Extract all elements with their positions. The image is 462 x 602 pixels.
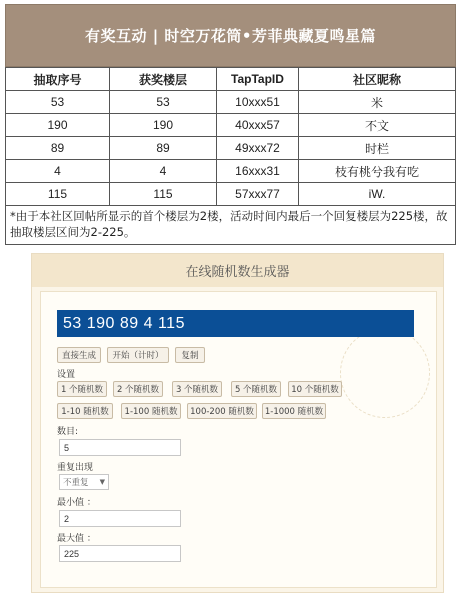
table-cell: 米	[299, 91, 456, 114]
generate-button[interactable]: 直接生成	[57, 347, 101, 363]
copy-button[interactable]: 复制	[175, 347, 205, 363]
table-cell: 49xxx72	[217, 137, 299, 160]
table-cell: 4	[110, 160, 217, 183]
table-cell: 115	[110, 183, 217, 206]
results-table	[5, 67, 456, 206]
table-cell: 115	[6, 183, 110, 206]
table-row	[6, 183, 456, 206]
table-cell: 53	[6, 91, 110, 114]
count-label: 数目:	[57, 427, 79, 437]
result-display: 53 190 89 4 115	[57, 310, 414, 337]
table-cell: 89	[6, 137, 110, 160]
decorative-ornament	[340, 328, 430, 418]
table-row	[6, 91, 456, 114]
column-header: 抽取序号	[6, 68, 110, 91]
max-input[interactable]: 225	[59, 545, 181, 562]
column-header: 获奖楼层	[110, 68, 217, 91]
table-cell: 枝有桃兮我有吃	[299, 160, 456, 183]
chevron-down-icon: ▼	[99, 478, 105, 486]
table-cell: 53	[110, 91, 217, 114]
table-row	[6, 114, 456, 137]
generator-title: 在线随机数生成器	[32, 254, 443, 287]
table-cell: 40xxx57	[217, 114, 299, 137]
preset-10-random-button[interactable]: 10 个随机数	[288, 381, 342, 397]
preset-5-random-button[interactable]: 5 个随机数	[231, 381, 281, 397]
table-cell: 57xxx77	[217, 183, 299, 206]
table-cell: iW.	[299, 183, 456, 206]
repeat-select[interactable]	[59, 474, 109, 490]
table-cell: 190	[6, 114, 110, 137]
table-cell: 10xxx51	[217, 91, 299, 114]
table-cell: 89	[110, 137, 217, 160]
generator-body	[40, 291, 437, 588]
preset-range-1-100-button[interactable]: 1-100 随机数	[121, 403, 181, 419]
table-cell: 不文	[299, 114, 456, 137]
table-cell: 时栏	[299, 137, 456, 160]
min-input[interactable]: 2	[59, 510, 181, 527]
settings-label: 设置	[57, 370, 76, 380]
table-row	[6, 137, 456, 160]
table-cell: 4	[6, 160, 110, 183]
max-label: 最大值 ：	[57, 534, 96, 544]
count-input[interactable]: 5	[59, 439, 181, 456]
column-header: 社区昵称	[299, 68, 456, 91]
repeat-label: 重复出现	[57, 463, 94, 473]
repeat-select-value: 不重复	[63, 478, 89, 488]
result-block	[5, 4, 456, 245]
table-row	[6, 160, 456, 183]
preset-range-1-1000-button[interactable]: 1-1000 随机数	[262, 403, 326, 419]
start-timer-button[interactable]: 开始（计时）	[107, 347, 169, 363]
footnote: *由于本社区回帖所显示的首个楼层为2楼，活动时间内最后一个回复楼层为225楼，故抽取楼层区间为2-225。	[5, 206, 456, 245]
banner-title: 有奖互动 | 时空万花筒•芳菲典藏夏鸣星篇	[5, 4, 456, 67]
random-number-generator	[31, 253, 444, 593]
column-header: TapTapID	[217, 68, 299, 91]
preset-range-100-200-button[interactable]: 100-200 随机数	[187, 403, 257, 419]
table-cell: 190	[110, 114, 217, 137]
preset-1-random-button[interactable]: 1 个随机数	[57, 381, 107, 397]
table-header-row	[6, 68, 456, 91]
min-label: 最小值 ：	[57, 498, 96, 508]
preset-3-random-button[interactable]: 3 个随机数	[172, 381, 222, 397]
table-cell: 16xxx31	[217, 160, 299, 183]
preset-range-1-10-button[interactable]: 1-10 随机数	[57, 403, 113, 419]
preset-2-random-button[interactable]: 2 个随机数	[113, 381, 163, 397]
